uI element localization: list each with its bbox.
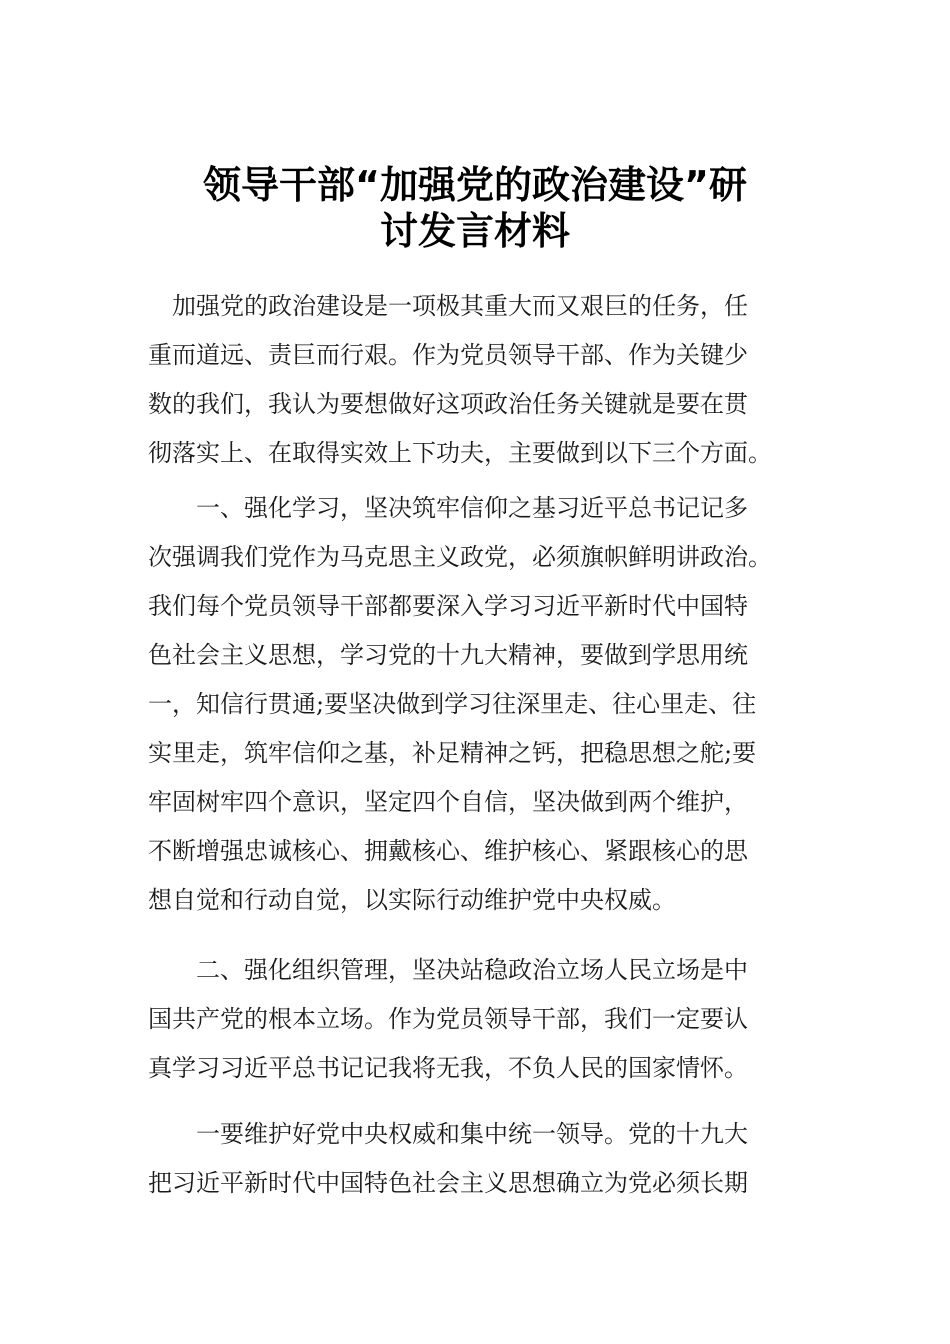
text-line: 想自觉和行动自觉，以实际行动维护党中央权威。	[148, 886, 676, 914]
section-two-paragraph	[148, 946, 808, 1093]
text-line: 色社会主义思想，学习党的十九大精神，要做到学思用统	[148, 641, 748, 669]
text-line: 把习近平新时代中国特色社会主义思想确立为党必须长期	[148, 1169, 748, 1197]
text-line: 重而道远、责巨而行艰。作为党员领导干部、作为关键少	[148, 341, 748, 369]
text-line: 实里走，筑牢信仰之基，补足精神之钙，把稳思想之舵;要	[148, 739, 757, 767]
text-line: 彻落实上、在取得实效上下功夫，主要做到以下三个方面。	[148, 439, 772, 467]
text-line: 二、强化组织管理，坚决站稳政治立场人民立场是中	[196, 956, 748, 984]
subsection-paragraph	[148, 1110, 808, 1208]
text-line: 一，知信行贯通;要坚决做到学习往深里走、往心里走、往	[148, 690, 757, 718]
text-line: 一要维护好党中央权威和集中统一领导。党的十九大	[196, 1120, 748, 1148]
document-title	[130, 162, 820, 254]
title-line: 领导干部“加强党的政治建设”研	[203, 163, 747, 207]
text-line: 我们每个党员领导干部都要深入学习习近平新时代中国特	[148, 592, 748, 620]
text-line: 一、强化学习，坚决筑牢信仰之基习近平总书记记多	[196, 494, 748, 522]
text-line: 真学习习近平总书记记我将无我，不负人民的国家情怀。	[148, 1054, 748, 1082]
section-one-paragraph	[148, 484, 808, 925]
title-line: 讨发言材料	[379, 209, 570, 253]
text-line: 国共产党的根本立场。作为党员领导干部，我们一定要认	[148, 1005, 748, 1033]
text-line: 数的我们，我认为要想做好这项政治任务关键就是要在贯	[148, 390, 748, 418]
text-line: 不断增强忠诚核心、拥戴核心、维护核心、紧跟核心的思	[148, 837, 748, 865]
text-line: 加强党的政治建设是一项极其重大而又艰巨的任务，任	[172, 292, 748, 320]
text-line: 牢固树牢四个意识，坚定四个自信，坚决做到两个维护，	[148, 788, 748, 816]
intro-paragraph	[148, 282, 808, 478]
text-line: 次强调我们党作为马克思主义政党，必须旗帜鲜明讲政治。	[148, 543, 772, 571]
